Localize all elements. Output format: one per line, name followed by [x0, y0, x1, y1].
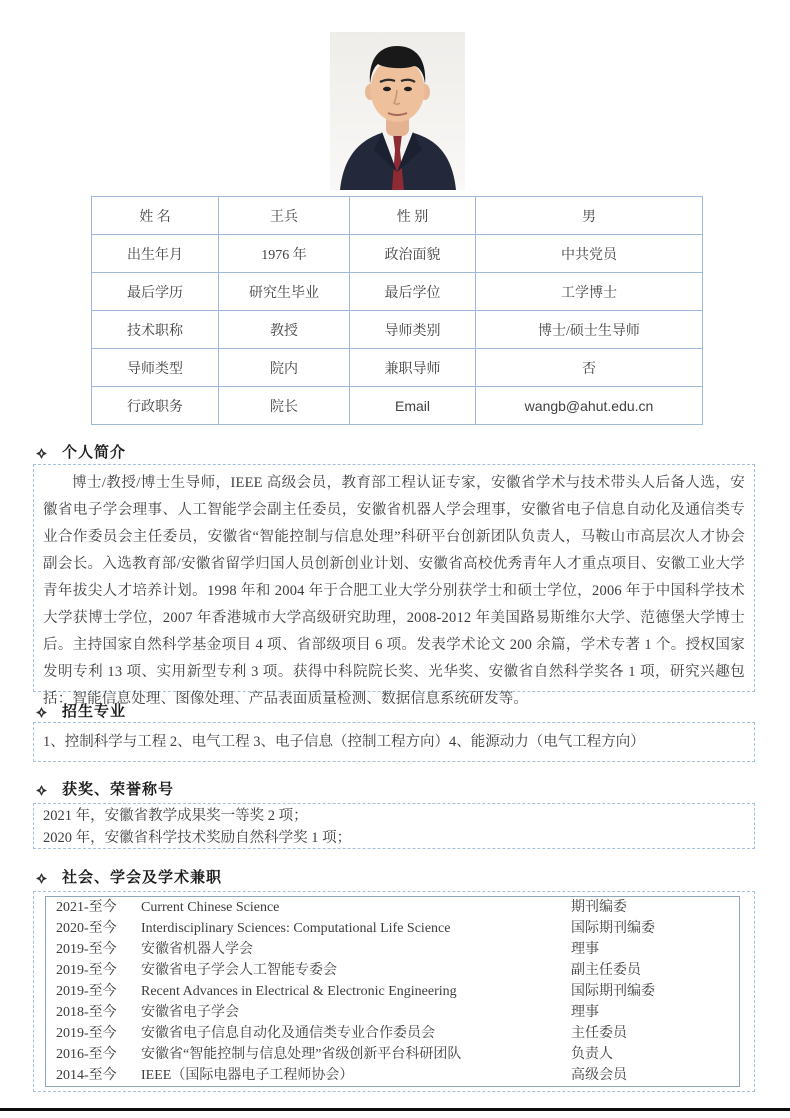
table-row — [46, 939, 740, 960]
position-role: 负责人 — [571, 1047, 613, 1062]
position-role: 高级会员 — [571, 1068, 627, 1083]
section-title: 招生专业 — [62, 704, 127, 720]
award-line: 2021 年，安徽省教学成果奖一等奖 2 项； — [43, 808, 308, 824]
table-row — [92, 349, 703, 387]
info-label: 政治面貌 — [350, 235, 476, 273]
info-value: 否 — [476, 349, 703, 387]
positions-table — [45, 896, 740, 1087]
position-period: 2021-至今 — [56, 900, 117, 915]
section-heading-awards — [36, 781, 174, 799]
awards-section-box — [33, 803, 755, 849]
intro-section-box — [33, 464, 755, 707]
info-label: 技术职称 — [92, 311, 219, 349]
section-heading-positions — [36, 869, 222, 887]
info-label: 出生年月 — [92, 235, 219, 273]
info-label-email: Email — [350, 387, 476, 425]
info-label: 最后学历 — [92, 273, 219, 311]
table-row — [46, 897, 740, 919]
info-value: 男 — [476, 197, 703, 235]
diamond-bullet-icon — [36, 448, 47, 459]
position-period: 2018-至今 — [56, 1005, 117, 1020]
table-row — [92, 387, 703, 425]
table-row — [46, 981, 740, 1002]
position-organization: Interdisciplinary Sciences: Computational Life Science — [141, 921, 451, 936]
position-period: 2019-至今 — [56, 984, 117, 999]
info-value: 中共党员 — [476, 235, 703, 273]
profile-photo — [330, 32, 465, 190]
info-label: 导师类别 — [350, 311, 476, 349]
table-row — [92, 197, 703, 235]
info-label: 兼职导师 — [350, 349, 476, 387]
diamond-bullet-icon — [36, 785, 47, 796]
award-line: 2020 年，安徽省科学技术奖励自然科学奖 1 项； — [43, 830, 352, 846]
page-footer-divider — [0, 1108, 790, 1111]
table-row — [92, 235, 703, 273]
position-role: 期刊编委 — [571, 900, 627, 915]
position-role: 国际期刊编委 — [571, 921, 655, 936]
position-organization: 安徽省电子学会 — [141, 1005, 239, 1020]
section-heading-intro — [36, 444, 126, 462]
position-period: 2020-至今 — [56, 921, 117, 936]
info-value: 院内 — [219, 349, 350, 387]
position-organization: 安徽省机器人学会 — [141, 942, 253, 957]
info-label: 导师类型 — [92, 349, 219, 387]
position-role: 理事 — [571, 942, 599, 957]
position-period: 2019-至今 — [56, 963, 117, 978]
info-value: 博士/硕士生导师 — [476, 311, 703, 349]
majors-section-box — [33, 722, 755, 762]
position-organization: 安徽省电子信息自动化及通信类专业合作委员会 — [141, 1026, 435, 1041]
info-label: 性 别 — [350, 197, 476, 235]
info-value: 工学博士 — [476, 273, 703, 311]
info-value: 院长 — [219, 387, 350, 425]
section-title: 社会、学会及学术兼职 — [62, 870, 223, 886]
table-row — [46, 960, 740, 981]
info-label: 姓 名 — [92, 197, 219, 235]
positions-section-box — [33, 891, 755, 1092]
position-period: 2014-至今 — [56, 1068, 117, 1083]
info-label: 行政职务 — [92, 387, 219, 425]
position-organization: 安徽省“智能控制与信息处理”省级创新平台科研团队 — [141, 1047, 462, 1062]
table-row — [46, 1002, 740, 1023]
position-organization: IEEE（国际电器电子工程师协会） — [141, 1068, 354, 1083]
position-role: 国际期刊编委 — [571, 984, 655, 999]
position-organization: Recent Advances in Electrical & Electronic Engineering — [141, 984, 457, 999]
majors-text: 1、控制科学与工程 2、电气工程 3、电子信息（控制工程方向）4、能源动力（电气工程方向） — [43, 734, 645, 750]
diamond-bullet-icon — [36, 707, 47, 718]
intro-text: 博士/教授/博士生导师，IEEE 高级会员，教育部工程认证专家，安徽省学术与技术带头人后备人选，安徽省电子学会理事、人工智能学会副主任委员，安徽省机器人学会理事，安徽省电子信息自动化及通信类专业合作委员会主任委员，安徽省“智能控制与信息处理”科研平台创新团队负责人，马鞍山市高层次人才协会副会长。入选教育部/安徽省留学归国人员创新创业计划、安徽省高校优秀青年人才重点项目、安徽工业大学青年拔尖人才培养计划。1998 年和 2004 年于合肥工业大学分别获学士和硕士学位，2006 年于中国科学技术大学获博士学位，2007 年香港城市大学高级研究助理，2008-2012 年美国路易斯维尔大学、范德堡大学博士后。主持国家自然科学基金项目 4 项、省部级项目 6 项。发表学术论文 200 余篇，学术专著 1 个。授权国家发明专利 13 项、实用新型专利 3 项。获得中科院院长奖、光华奖、安徽省自然科学奖各 1 项，研究兴趣包括：智能信息处理、图像处理、产品表面质量检测、数据信息系统研发等。 — [43, 475, 745, 707]
table-row — [92, 273, 703, 311]
table-row — [92, 311, 703, 349]
position-period: 2019-至今 — [56, 1026, 117, 1041]
table-row — [46, 1065, 740, 1087]
section-heading-majors — [36, 703, 126, 721]
info-value: 教授 — [219, 311, 350, 349]
position-role: 理事 — [571, 1005, 599, 1020]
position-organization: 安徽省电子学会人工智能专委会 — [141, 963, 337, 978]
table-row — [46, 918, 740, 939]
table-row — [46, 1044, 740, 1065]
position-role: 副主任委员 — [571, 963, 641, 978]
info-value: 研究生毕业 — [219, 273, 350, 311]
position-period: 2016-至今 — [56, 1047, 117, 1062]
info-label: 最后学位 — [350, 273, 476, 311]
section-title: 获奖、荣誉称号 — [62, 782, 175, 798]
info-value: 王兵 — [219, 197, 350, 235]
position-organization: Current Chinese Science — [141, 900, 280, 915]
personal-info-table — [91, 196, 703, 425]
diamond-bullet-icon — [36, 873, 47, 884]
table-row — [46, 1023, 740, 1044]
portrait-illustration — [330, 32, 465, 190]
position-role: 主任委员 — [571, 1026, 627, 1041]
email-value[interactable]: wangb@ahut.edu.cn — [476, 387, 703, 425]
position-period: 2019-至今 — [56, 942, 117, 957]
info-value: 1976 年 — [219, 235, 350, 273]
section-title: 个人简介 — [62, 445, 127, 461]
